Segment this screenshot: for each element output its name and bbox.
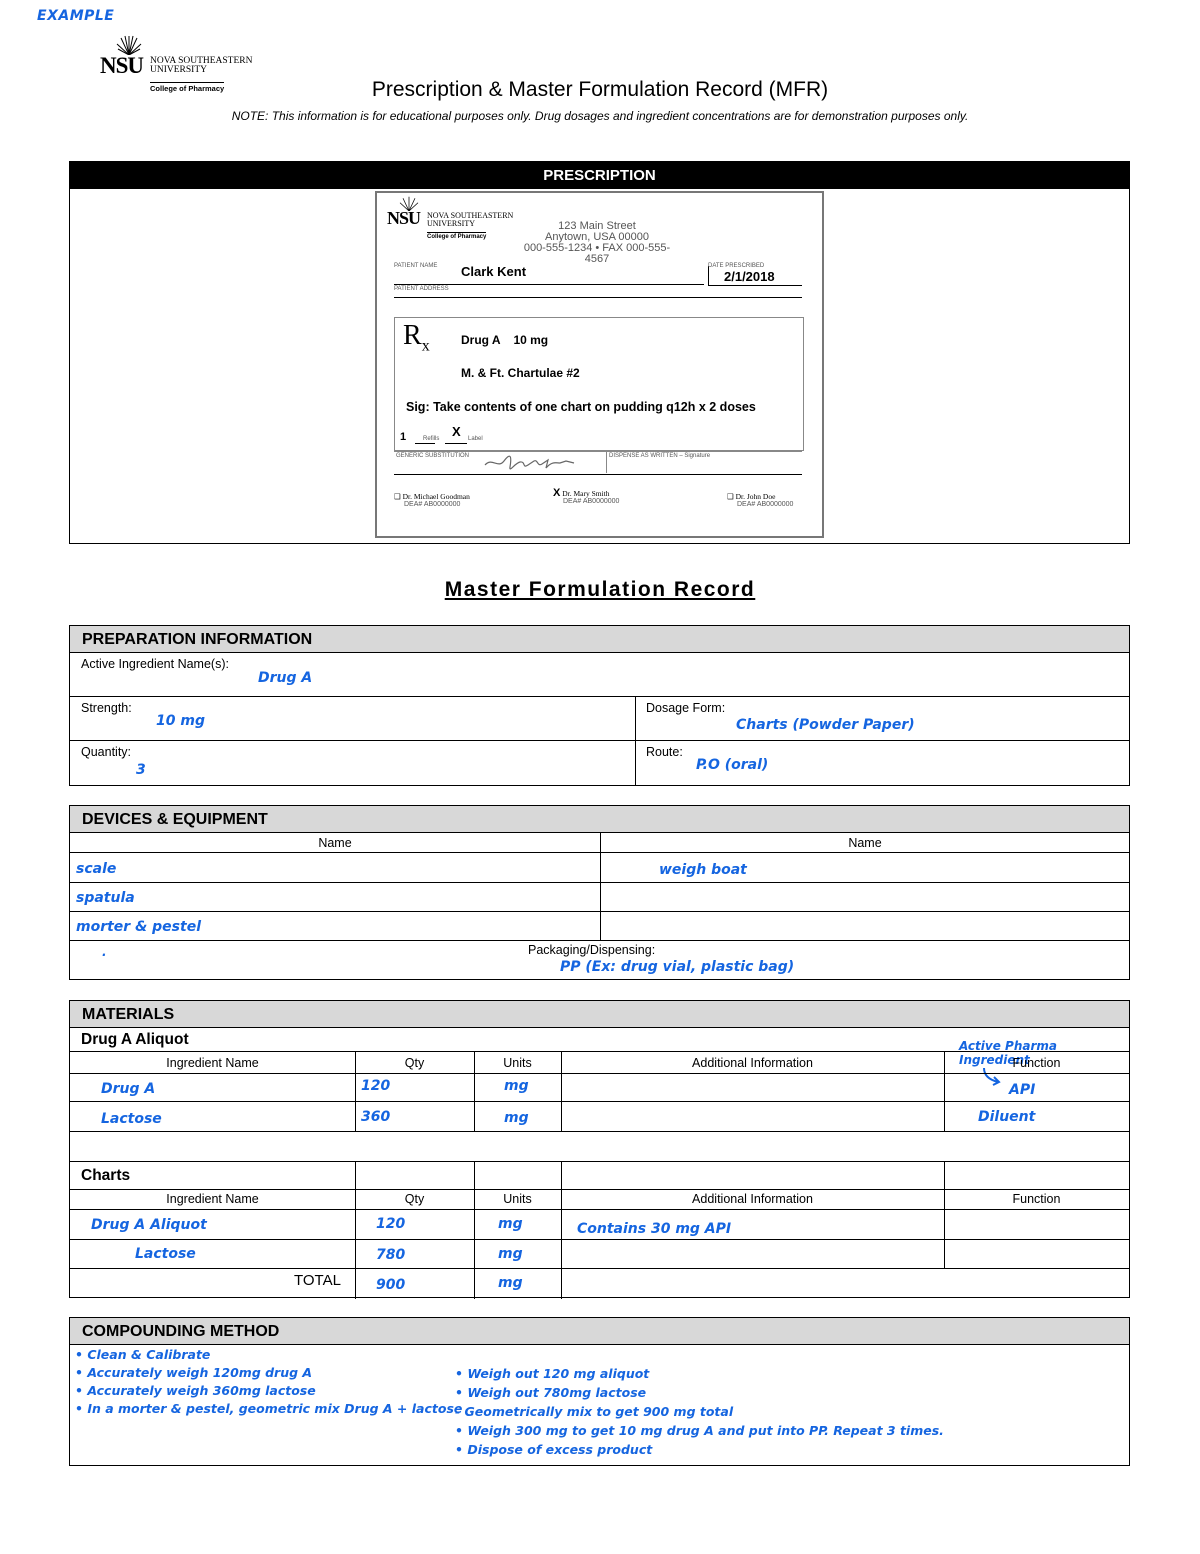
method-header: COMPOUNDING METHOD xyxy=(70,1318,1129,1345)
charts-qty[interactable]: 780 xyxy=(376,1247,406,1263)
aliquot-ingredient[interactable]: Lactose xyxy=(101,1111,162,1127)
dosage-form-value[interactable]: Charts (Powder Paper) xyxy=(736,717,915,733)
total-qty[interactable]: 900 xyxy=(376,1277,406,1293)
strength-label: Strength: xyxy=(81,701,132,715)
label-mark: X xyxy=(452,424,461,439)
rx-sig-line: Sig: Take contents of one chart on pudding q12h x 2 doses xyxy=(406,400,756,414)
total-units[interactable]: mg xyxy=(498,1275,523,1291)
prescription-header: PRESCRIPTION xyxy=(70,162,1129,189)
method-step: - Geometrically mix to get 900 mg total xyxy=(455,1404,734,1419)
devices-header: DEVICES & EQUIPMENT xyxy=(70,806,1129,833)
preparation-section xyxy=(69,625,1130,786)
example-stamp: EXAMPLE xyxy=(37,8,115,24)
quantity-value[interactable]: 3 xyxy=(136,762,146,778)
dosage-form-label: Dosage Form: xyxy=(646,701,726,715)
dispense-as-written-label: DISPENSE AS WRITTEN – Signature xyxy=(609,453,711,459)
method-step: • Clean & Calibrate xyxy=(75,1347,211,1362)
aliquot-ingredient[interactable]: Drug A xyxy=(101,1081,156,1097)
col-additional-info: Additional Information xyxy=(692,1056,813,1070)
method-step: • Dispose of excess product xyxy=(455,1442,653,1457)
charts-info[interactable]: Contains 30 mg API xyxy=(577,1221,732,1237)
pad-logo: NSU NOVA SOUTHEASTERN UNIVERSITY College of Pharmacy xyxy=(387,196,517,236)
aliquot-units[interactable]: mg xyxy=(504,1110,529,1126)
label-label: Label xyxy=(468,436,483,442)
active-ingredient-value[interactable]: Drug A xyxy=(258,670,313,686)
prescription-pad xyxy=(375,191,824,538)
rx-mft-line: M. & Ft. Chartulae #2 xyxy=(461,366,580,380)
date-prescribed: 2/1/2018 xyxy=(724,269,775,284)
patient-address-label: PATIENT ADDRESS xyxy=(394,286,449,292)
aliquot-qty[interactable]: 120 xyxy=(361,1078,391,1094)
method-step: • Accurately weigh 360mg lactose xyxy=(75,1383,316,1398)
aliquot-function[interactable]: API xyxy=(1009,1082,1036,1098)
method-step: • Accurately weigh 120mg drug A xyxy=(75,1365,313,1380)
route-label: Route: xyxy=(646,745,683,759)
doctor-goodman: ❑ Dr. Michael Goodman DEA# AB0000000 xyxy=(394,492,470,508)
charts-units[interactable]: mg xyxy=(498,1246,523,1262)
device-item[interactable]: morter & pestel xyxy=(76,919,201,935)
strength-value[interactable]: 10 mg xyxy=(156,713,205,729)
disclaimer-note: NOTE: This information is for educational purposes only. Drug dosages and ingredient concentrations are for demonstration purposes only. xyxy=(231,109,969,123)
packaging-value[interactable]: PP (Ex: drug vial, plastic bag) xyxy=(560,959,795,975)
logo-college: College of Pharmacy xyxy=(150,84,225,93)
generic-substitution-label: GENERIC SUBSTITUTION xyxy=(396,453,470,459)
route-value[interactable]: P.O (oral) xyxy=(696,757,769,773)
rx-drug-line: Drug A 10 mg xyxy=(461,333,549,347)
col-qty: Qty xyxy=(404,1056,425,1070)
device-item[interactable]: weigh boat xyxy=(659,862,747,878)
preparation-header: PREPARATION INFORMATION xyxy=(70,626,1129,653)
logo-university: NOVA SOUTHEASTERN UNIVERSITY xyxy=(150,56,253,75)
patient-name: Clark Kent xyxy=(461,264,527,279)
method-steps-right xyxy=(455,1364,944,1459)
patient-name-label: PATIENT NAME xyxy=(394,263,438,269)
materials-section: MATERIALS Drug A Aliquot Active Pharma Ingredient Ingredient Name Qty Units Additional Information Function Drug A 120 mg API Lactose 360 mg Diluent Charts Ingredient Name Qty Units Additional Information Function Drug A Aliquot 120 mg Contains 30 mg API Lactose 780 mg TOTAL 900 mg xyxy=(69,1000,1130,1298)
charts-ingredient[interactable]: Lactose xyxy=(135,1246,196,1262)
sunburst-icon xyxy=(116,35,142,55)
devices-col-right: Name xyxy=(848,836,882,850)
pharmacy-address: 123 Main Street Anytown, USA 00000 000-555-1234 • FAX 000-555-4567 xyxy=(523,220,671,265)
col-units: Units xyxy=(503,1056,532,1070)
device-item[interactable]: spatula xyxy=(76,890,135,906)
aliquot-qty[interactable]: 360 xyxy=(361,1109,391,1125)
materials-header: MATERIALS xyxy=(70,1001,1129,1028)
charts-title: Charts xyxy=(81,1167,131,1184)
col-function: Function xyxy=(1012,1056,1061,1070)
aliquot-note: Active Pharma Ingredient xyxy=(959,1039,1057,1067)
patient-name-line xyxy=(394,263,704,285)
devices-col-left: Name xyxy=(318,836,352,850)
aliquot-title: Drug A Aliquot xyxy=(81,1031,189,1048)
packaging-label: Packaging/Dispensing: xyxy=(528,943,656,957)
method-step: • Weigh 300 mg to get 10 mg drug A and put into PP. Repeat 3 times. xyxy=(455,1423,944,1438)
logo-nsu-text: NSU xyxy=(100,53,144,78)
doctor-smith: X Dr. Mary Smith DEA# AB0000000 xyxy=(553,487,620,505)
quantity-label: Quantity: xyxy=(81,745,132,759)
prescriber-signature xyxy=(482,451,577,475)
patient-address-line xyxy=(394,297,802,298)
date-label: DATE PRESCRIBED xyxy=(708,263,765,269)
mfr-title: Master Formulation Record xyxy=(444,578,756,601)
device-item[interactable]: scale xyxy=(76,861,117,877)
total-label: TOTAL xyxy=(294,1272,341,1289)
method-step: • Weigh out 120 mg aliquot xyxy=(455,1366,650,1381)
method-step: • In a morter & pestel, geometric mix Drug A + lactose xyxy=(75,1401,463,1416)
devices-section xyxy=(69,805,1130,980)
charts-qty[interactable]: 120 xyxy=(376,1216,406,1232)
charts-ingredient[interactable]: Drug A Aliquot xyxy=(91,1217,207,1233)
col-ingredient: Ingredient Name xyxy=(166,1056,259,1070)
rx-body xyxy=(394,317,804,451)
page-title: Prescription & Master Formulation Record (MFR) xyxy=(371,78,829,101)
method-steps-left xyxy=(75,1346,462,1418)
rx-icon: $R_x$ xyxy=(403,320,430,355)
charts-units[interactable]: mg xyxy=(498,1216,523,1232)
active-ingredient-label: Active Ingredient Name(s): xyxy=(81,657,229,671)
method-step: • Weigh out 780mg lactose xyxy=(455,1385,647,1400)
method-section xyxy=(69,1317,1130,1466)
doctor-doe: ❑ Dr. John Doe DEA# AB0000000 xyxy=(727,492,794,508)
aliquot-function[interactable]: Diluent xyxy=(978,1109,1036,1125)
refills-value: 1 xyxy=(400,431,407,443)
refills-label: Refills xyxy=(423,436,440,442)
aliquot-units[interactable]: mg xyxy=(504,1078,529,1094)
stray-dot: . xyxy=(102,945,107,959)
